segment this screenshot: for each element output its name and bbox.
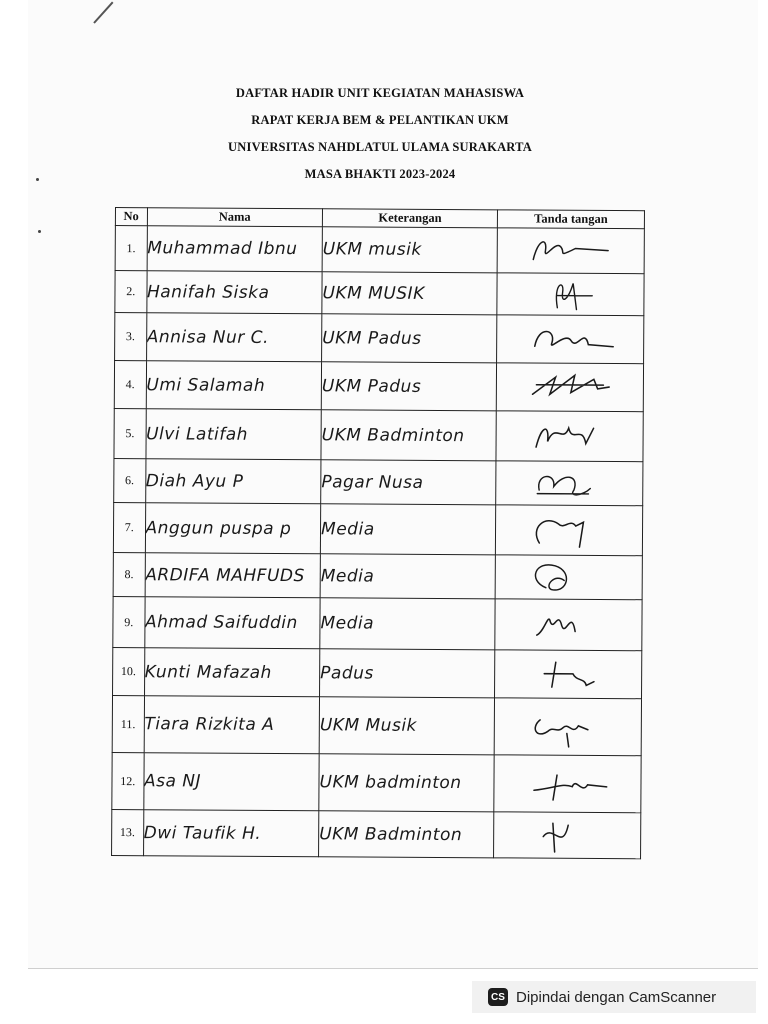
signature-scribble	[515, 414, 625, 459]
row-signature	[496, 363, 643, 412]
pen-stroke-mark	[93, 2, 113, 24]
signature-stroke	[533, 375, 610, 395]
signature-stroke	[537, 619, 575, 635]
table-row	[113, 596, 642, 650]
row-keterangan: UKM MUSIK	[322, 272, 497, 315]
signature-scribble	[513, 704, 623, 749]
signature-scribble	[514, 556, 624, 599]
table-row	[115, 313, 644, 364]
row-signature	[497, 273, 644, 316]
document-header	[180, 80, 580, 188]
row-nama: Asa NJ	[143, 753, 319, 811]
table-row	[115, 226, 644, 274]
signature-stroke	[534, 775, 607, 800]
table-row	[112, 695, 641, 755]
signature-stroke	[536, 520, 583, 546]
row-number: 9.	[113, 596, 145, 647]
row-signature	[497, 228, 644, 274]
scan-speck	[36, 178, 39, 181]
row-nama: Annisa Nur C.	[146, 313, 322, 362]
signature-stroke	[556, 283, 592, 309]
header-period: MASA BHAKTI 2023-2024	[304, 167, 456, 181]
row-number: 11.	[112, 695, 144, 752]
row-keterangan: UKM musik	[322, 227, 497, 273]
signature-scribble	[513, 602, 623, 647]
row-nama: Ahmad Saifuddin	[144, 597, 320, 649]
row-number: 8.	[113, 552, 145, 596]
signature-stroke	[533, 241, 608, 259]
row-nama: Tiara Rizkita A	[144, 696, 320, 754]
row-keterangan: UKM Musik	[319, 697, 494, 755]
signature-scribble	[516, 229, 626, 273]
row-signature	[495, 599, 642, 651]
row-number: 13.	[112, 809, 144, 855]
table-row	[113, 647, 642, 698]
signature-stroke	[535, 720, 588, 747]
row-signature	[494, 755, 641, 813]
row-number: 5.	[114, 408, 146, 458]
table-row	[114, 458, 643, 505]
table-row	[112, 809, 641, 858]
signature-stroke	[543, 823, 568, 852]
col-header-keterangan: Keterangan	[322, 209, 497, 228]
table-row	[115, 271, 644, 316]
signature-stroke	[535, 331, 614, 346]
signature-stroke	[535, 564, 566, 589]
signature-scribble	[514, 462, 624, 505]
signature-scribble	[515, 274, 625, 315]
row-signature	[495, 505, 642, 556]
camscanner-logo: CS	[488, 988, 508, 1006]
table-row	[112, 752, 641, 812]
table-row	[113, 552, 642, 599]
row-keterangan: UKM Padus	[321, 362, 496, 411]
table-row	[114, 408, 643, 461]
scan-speck	[38, 230, 41, 233]
col-header-nama: Nama	[147, 208, 323, 227]
camscanner-watermark	[472, 981, 756, 1013]
row-number: 1.	[115, 226, 147, 271]
row-keterangan: Media	[320, 504, 495, 555]
header-university: UNIVERSITAS NAHDLATUL ULAMA SURAKARTA	[228, 140, 532, 154]
row-nama: Diah Ayu P	[145, 459, 321, 504]
row-nama: Anggun puspa p	[145, 503, 321, 554]
signature-scribble	[515, 365, 625, 410]
row-number: 7.	[113, 502, 145, 552]
row-signature	[495, 650, 642, 699]
signature-stroke	[544, 662, 594, 687]
col-header-no: No	[115, 208, 147, 226]
row-nama: ARDIFA MAHFUDS	[145, 553, 321, 598]
row-signature	[496, 461, 643, 506]
row-number: 4.	[114, 361, 146, 409]
row-keterangan: Media	[320, 598, 495, 650]
header-event: RAPAT KERJA BEM & PELANTIKAN UKM	[251, 113, 509, 127]
row-keterangan: UKM Padus	[322, 314, 497, 363]
row-nama: Dwi Taufik H.	[143, 810, 319, 857]
row-number: 10.	[113, 647, 145, 695]
signature-scribble	[512, 813, 622, 858]
row-nama: Kunti Mafazah	[144, 648, 320, 697]
row-keterangan: UKM Badminton	[319, 811, 494, 858]
col-header-tanda-tangan: Tanda tangan	[497, 210, 644, 229]
attendance-table	[111, 207, 645, 859]
row-number: 3.	[115, 313, 147, 361]
signature-scribble	[515, 317, 625, 362]
row-keterangan: Media	[320, 554, 495, 599]
row-nama: Muhammad Ibnu	[147, 226, 323, 272]
camscanner-text: Dipindai dengan CamScanner	[516, 988, 717, 1006]
row-signature	[496, 411, 643, 462]
header-title: DAFTAR HADIR UNIT KEGIATAN MAHASISWA	[235, 86, 525, 100]
table-row	[114, 361, 643, 412]
signature-scribble	[512, 761, 622, 806]
row-nama: Ulvi Latifah	[145, 409, 321, 460]
signature-stroke	[536, 427, 594, 446]
row-keterangan: Padus	[320, 649, 495, 698]
signature-scribble	[513, 652, 623, 697]
row-nama: Umi Salamah	[146, 361, 322, 410]
row-number: 2.	[115, 271, 147, 313]
row-signature	[495, 555, 642, 600]
row-keterangan: UKM badminton	[319, 754, 494, 812]
row-signature	[494, 812, 641, 859]
row-number: 6.	[114, 458, 146, 502]
row-signature	[494, 698, 641, 756]
table-row	[113, 502, 642, 555]
signature-scribble	[514, 508, 624, 553]
row-signature	[497, 315, 644, 364]
row-keterangan: UKM Badminton	[321, 410, 496, 461]
row-keterangan: Pagar Nusa	[321, 460, 496, 505]
row-nama: Hanifah Siska	[146, 271, 322, 314]
signature-stroke	[537, 476, 590, 495]
row-number: 12.	[112, 752, 144, 809]
